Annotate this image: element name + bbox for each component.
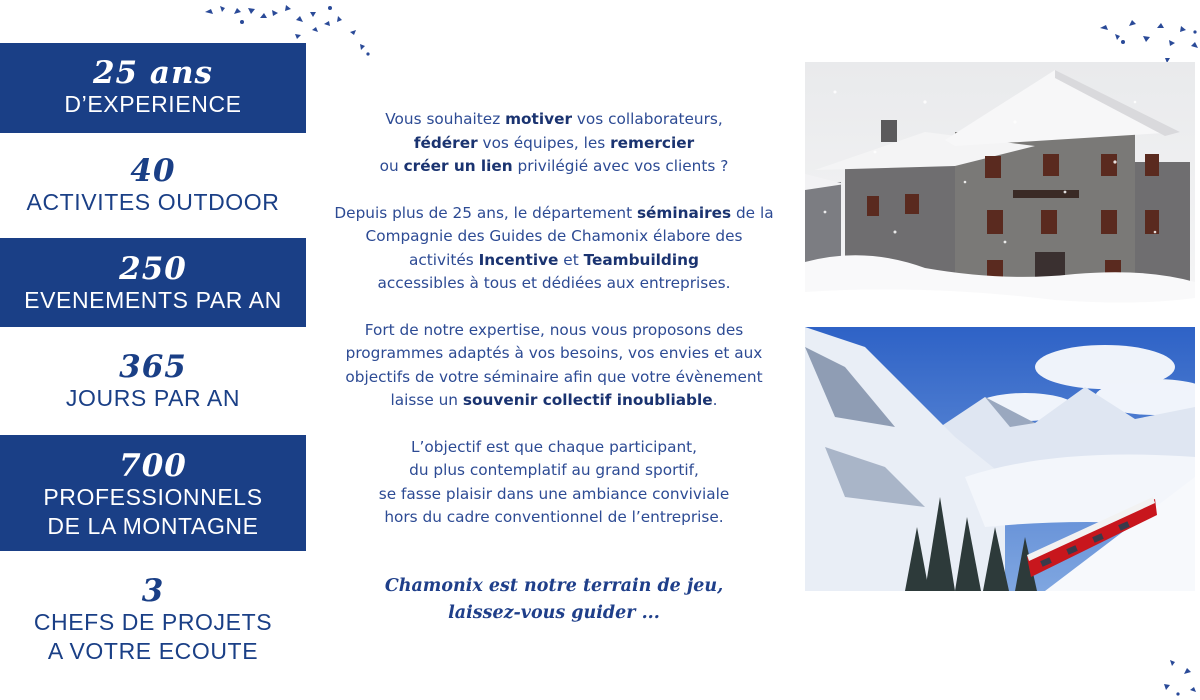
intro-text — [318, 108, 790, 553]
mountain-red-train-photo — [805, 327, 1195, 591]
snowy-guides-house-photo — [805, 62, 1195, 324]
stat-number: 365 — [119, 349, 187, 385]
stat-number: 25 ans — [92, 55, 213, 91]
confetti-top-right — [1095, 18, 1200, 68]
paragraph-department: Depuis plus de 25 ans, le département séminaires de la Compagnie des Guides de Chamonix élabore des activités Incentive et Teambuilding accessibles à tous et dédiées aux entreprises. — [334, 203, 774, 292]
stat-days — [0, 336, 306, 428]
paragraph-objective: L’objectif est que chaque participant, du plus contemplatif au grand sportif, se fasse plaisir dans une ambiance conviviale hors du cadre conventionnel de l’entreprise. — [378, 437, 730, 526]
stat-label: JOURS PAR AN — [65, 385, 241, 411]
stat-experience — [0, 43, 306, 133]
paragraph-expertise: Fort de notre expertise, nous vous proposons des programmes adaptés à vos besoins, vos envies et aux objectifs de votre séminaire afin que votre évènement laisse un souvenir collectif inoubliable. — [345, 320, 763, 409]
paragraph-motivation: Vous souhaitez motiver vos collaborateurs, fédérer vos équipes, les remercier ou créer un lien privilégié avec vos clients ? — [379, 110, 729, 175]
stat-events — [0, 238, 306, 327]
stat-label: D’EXPERIENCE — [64, 91, 242, 117]
stat-number: 40 — [130, 153, 176, 189]
confetti-bottom-right — [1150, 650, 1200, 700]
stat-number: 3 — [141, 573, 165, 609]
stat-project-managers — [0, 560, 306, 680]
stat-number: 700 — [119, 448, 187, 484]
stat-label: CHEFS DE PROJETS A VOTRE ECOUTE — [33, 609, 273, 664]
stat-label: PROFESSIONNELS DE LA MONTAGNE — [43, 484, 263, 539]
stat-label: ACTIVITES OUTDOOR — [26, 189, 280, 215]
stat-activities — [0, 140, 306, 232]
stat-label: EVENEMENTS PAR AN — [24, 287, 282, 313]
stat-number: 250 — [119, 251, 187, 287]
stat-professionals — [0, 435, 306, 551]
slogan: Chamonix est notre terrain de jeu, laissez-vous guider ... — [384, 576, 724, 623]
